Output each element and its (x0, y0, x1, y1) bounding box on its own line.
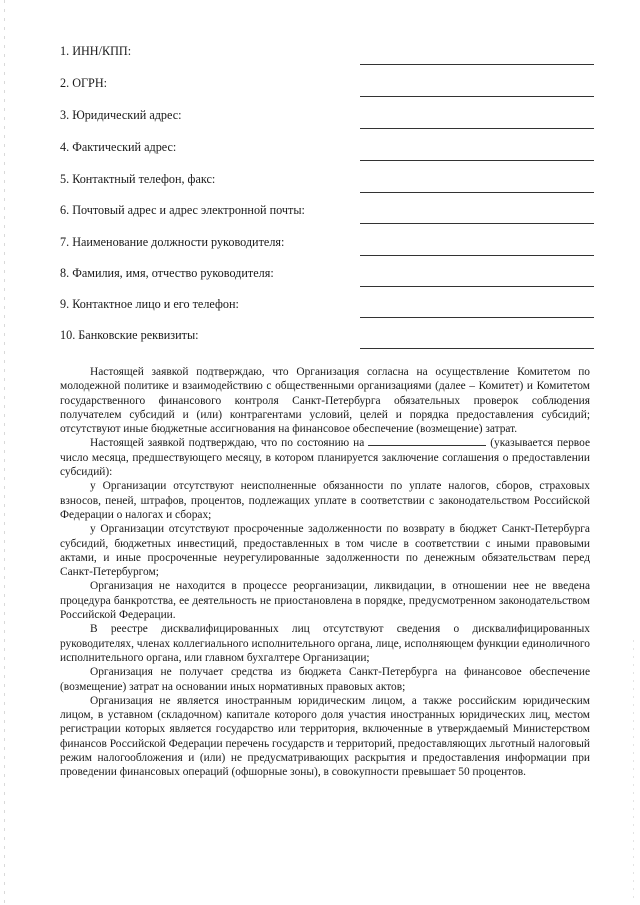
field-actual-address (60, 140, 600, 170)
paragraph-not-foreign: Организация не является иностранным юридическим лицом, а также российским юридическим лицом, в уставном (складочном) капитале которого доля участия иностранных юридических лиц, местом регистрации которых является государство или территория, включенные в утверждаемый Министерством финансов Российской Федерации перечень государств и территорий, предоставляющих льготный налоговый режим налогообложения и (или) не предусматривающих раскрытия и предоставления информации при проведении финансовых операций (офшорные зоны), в совокупности превышает 50 процентов. (60, 694, 590, 779)
fill-line[interactable] (360, 223, 594, 224)
fill-line[interactable] (360, 128, 594, 129)
paragraph-no-other-funds: Организация не получает средства из бюджета Санкт-Петербурга на финансовое обеспечение (возмещение) затрат на основании иных нормативных правовых актов; (60, 666, 590, 693)
field-label: 10. Банковские реквизиты: (60, 328, 199, 342)
date-blank[interactable] (368, 436, 486, 446)
declaration-text (60, 365, 590, 780)
field-ogrn (60, 76, 600, 106)
scan-edge-left (4, 0, 5, 905)
fill-line[interactable] (360, 64, 594, 65)
field-head-position (60, 235, 600, 265)
field-bank-details (60, 328, 600, 358)
field-label: 5. Контактный телефон, факс: (60, 172, 216, 186)
field-label: 1. ИНН/КПП: (60, 44, 132, 58)
field-label: 7. Наименование должности руководителя: (60, 235, 285, 249)
paragraph-consent: Настоящей заявкой подтверждаю, что Организация согласна на осуществление Комитетом по молодежной политике и взаимодействию с общественными организациями (далее – Комитет) и Комитетом государственного финансового контроля Санкт-Петербурга обязательных проверок соблюдения получателем субсидий и (или) контрагентами условий, целей и порядка предоставления субсидий; отсутствуют иные бюджетные ассигнования на финансовое обеспечение (возмещение) затрат. (60, 366, 590, 436)
field-inn-kpp (60, 44, 600, 74)
fill-line[interactable] (360, 192, 594, 193)
fill-line[interactable] (360, 348, 594, 349)
fill-line[interactable] (360, 317, 594, 318)
fill-line[interactable] (360, 96, 594, 97)
paragraph-as-of-date (60, 436, 590, 479)
field-label: 6. Почтовый адрес и адрес электронной почты: (60, 203, 305, 217)
field-label: 8. Фамилия, имя, отчество руководителя: (60, 266, 274, 280)
paragraph-text: (указывается первое число месяца, предшествующего месяцу, в котором планируется заключение соглашения о предоставлении субсидий): (60, 437, 590, 479)
field-phone-fax (60, 172, 600, 202)
field-postal-email (60, 203, 600, 233)
fill-line[interactable] (360, 255, 594, 256)
paragraph-no-tax-debt: у Организации отсутствуют неисполненные обязанности по уплате налогов, сборов, страховых взносов, пеней, штрафов, процентов, подлежащих уплате в соответствии с законодательством Российской Федерации о налогах и сборах; (60, 480, 590, 521)
field-legal-address (60, 108, 600, 138)
field-label: 2. ОГРН: (60, 76, 108, 90)
field-label: 3. Юридический адрес: (60, 108, 182, 122)
paragraph-no-disqualified: В реестре дисквалифицированных лиц отсутствуют сведения о дисквалифицированных руководителях, членах коллегиального исполнительного органа, лице, исполняющем функции единоличного исполнительного органа, или главном бухгалтере Организации; (60, 623, 590, 664)
scan-edge-right (633, 640, 634, 900)
field-label: 4. Фактический адрес: (60, 140, 177, 154)
fill-line[interactable] (360, 160, 594, 161)
fill-line[interactable] (360, 286, 594, 287)
field-label: 9. Контактное лицо и его телефон: (60, 297, 239, 311)
paragraph-no-overdue-debt: у Организации отсутствуют просроченные задолженности по возврату в бюджет Санкт-Петербурга субсидий, бюджетных инвестиций, предоставленных в том числе в соответствии с иными правовыми актами, и иные просроченные неурегулированные задолженности по денежным обязательствам перед Санкт-Петербургом; (60, 523, 590, 579)
paragraph-no-reorganization: Организация не находится в процессе реорганизации, ликвидации, в отношении нее не введена процедура банкротства, ее деятельность не приостановлена в порядке, предусмотренном законодательством Российской Федерации. (60, 580, 590, 622)
field-head-name (60, 266, 600, 296)
field-contact-person (60, 297, 600, 327)
paragraph-text: Настоящей заявкой подтверждаю, что по состоянию на (90, 437, 365, 450)
